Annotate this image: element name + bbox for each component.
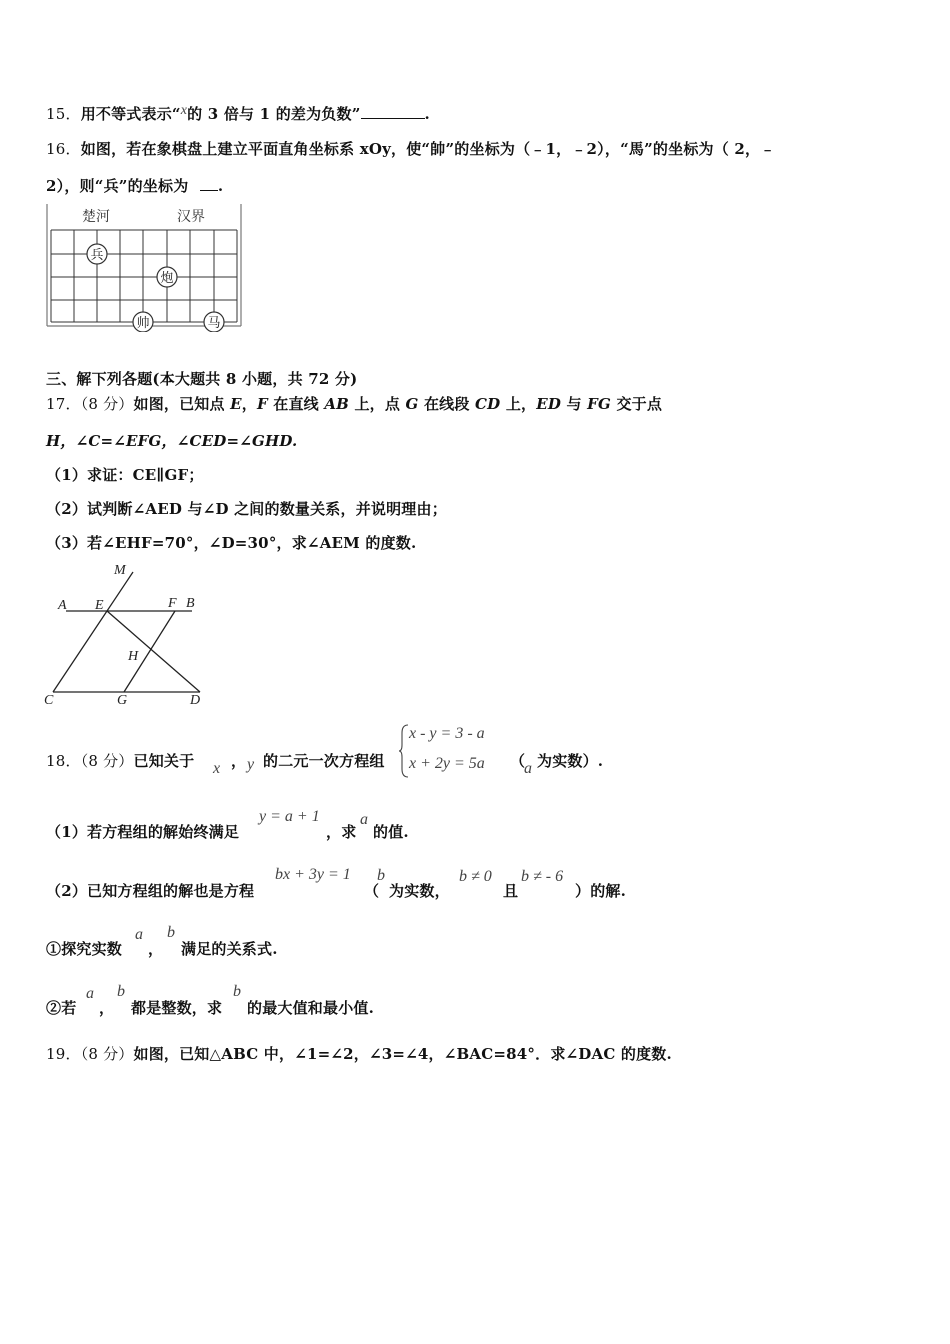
text: 交于点 [616, 395, 663, 413]
comma: ， [231, 752, 247, 770]
math-var-b: b [117, 983, 125, 1000]
text: 如图，已知点 [133, 395, 225, 413]
question-number: 17． [46, 395, 81, 413]
question-15 [46, 103, 430, 124]
question-text: 如图，已知△ABC 中，∠1=∠2，∠3=∠4，∠BAC=84°．求∠DAC 的度数. [133, 1045, 672, 1063]
math-var-x: x [180, 103, 188, 118]
question-17-line1 [46, 393, 662, 414]
equation-1: x - y = 3 - a [409, 725, 485, 742]
label-d: D [190, 693, 201, 708]
question-score: （8 分） [80, 752, 134, 770]
line-ed [107, 611, 200, 692]
question-text: 用不等式表示“ [80, 105, 181, 123]
math-var: G [405, 395, 419, 413]
sub-question-2: ②若 [46, 999, 77, 1017]
math-var-a: a [135, 926, 143, 943]
math-var-b: b [233, 983, 241, 1000]
label-c: C [44, 693, 54, 708]
period: . [424, 105, 430, 123]
text: ， [241, 395, 257, 413]
question-number: 18． [46, 752, 81, 770]
question-17-line2: H，∠C=∠EFG，∠CED=∠GHD. [46, 432, 298, 450]
label-m: M [114, 563, 126, 578]
chess-piece [204, 312, 224, 332]
condition: b ≠ - 6 [521, 868, 564, 885]
question-text: 如图，若在象棋盘上建立平面直角坐标系 xOy，使“帥”的坐标为（﹣1，﹣2），“馬”的坐标为（ 2，﹣ [80, 140, 776, 158]
question-score: （8 分） [80, 395, 134, 413]
math-var-y: y [247, 756, 255, 773]
text: ，求 [326, 823, 357, 841]
text: 上，点 [354, 395, 401, 413]
equation: y = a + 1 [259, 808, 320, 825]
river-label-left: 楚河 [82, 210, 110, 225]
label-f: F [168, 596, 177, 611]
question-number: 19． [46, 1045, 81, 1063]
text: 的二元一次方程组 [263, 752, 385, 770]
text: 上， [505, 395, 537, 413]
math-var: ED [536, 395, 562, 413]
question-18-part1-text: （1）若方程组的解始终满足 [46, 823, 240, 841]
text: 已知关于 [133, 752, 195, 770]
question-number: 15． [46, 105, 81, 123]
question-17-part3: （3）若∠EHF=70°，∠D=30°，求∠AEM 的度数. [46, 534, 417, 552]
question-18-line1 [46, 750, 194, 771]
text: 且 [503, 882, 519, 900]
river-label-right: 汉界 [177, 210, 205, 225]
answer-blank[interactable] [200, 190, 218, 191]
text: 在直线 [273, 395, 319, 413]
math-var-b: b [377, 867, 385, 884]
math-var-a: a [524, 760, 532, 777]
line-mc [53, 572, 133, 692]
board-grid [51, 230, 237, 322]
math-var-a: a [86, 985, 94, 1002]
label-g: G [117, 693, 128, 708]
period: . [217, 177, 224, 195]
math-var: CD [475, 395, 501, 413]
section-3-title: 三、解下列各题(本大题共 8 小题，共 72 分) [46, 370, 358, 388]
chess-board-figure [44, 204, 246, 332]
text: 为实数， [389, 882, 450, 900]
paren: （ [510, 752, 526, 770]
math-var-b: b [167, 924, 175, 941]
chess-piece [87, 244, 107, 264]
chess-piece-label: 马 [207, 315, 221, 330]
question-score: （8 分） [80, 1045, 134, 1063]
label-e: E [95, 598, 104, 613]
question-text: 2），则“兵”的坐标为 [46, 177, 189, 195]
comma: ， [148, 940, 164, 958]
text: 与 [566, 395, 582, 413]
question-17-part2: （2）试判断∠AED 与∠D 之间的数量关系，并说明理由； [46, 500, 447, 518]
equation: bx + 3y = 1 [275, 866, 351, 883]
answer-blank[interactable] [361, 118, 425, 119]
math-var: FG [587, 395, 612, 413]
text: ）的解. [575, 882, 627, 900]
text: 在线段 [423, 395, 470, 413]
chess-piece-label: 炮 [160, 270, 174, 285]
text: 的最大值和最小值. [247, 999, 375, 1017]
geometry-figure-17 [40, 557, 220, 709]
chess-piece-label: 兵 [90, 247, 104, 262]
chess-piece [133, 312, 153, 332]
math-var-x: x [213, 760, 221, 777]
math-var-a: a [360, 811, 368, 828]
text: 都是整数，求 [131, 999, 223, 1017]
question-16-line2 [46, 175, 223, 196]
label-a: A [58, 598, 67, 613]
comma: ， [99, 999, 115, 1017]
chess-piece [157, 267, 177, 287]
sub-question-1: ①探究实数 [46, 940, 123, 958]
text: 的值. [373, 823, 409, 841]
condition: b ≠ 0 [459, 868, 492, 885]
label-h: H [128, 649, 139, 664]
math-var: E [230, 395, 242, 413]
paren: （ [364, 882, 380, 900]
text: 为实数）. [537, 752, 604, 770]
chess-piece-label: 帅 [136, 315, 150, 330]
question-16-line1 [46, 138, 775, 159]
question-number: 16． [46, 140, 81, 158]
math-var: F [256, 395, 268, 413]
text: 满足的关系式. [181, 940, 278, 958]
question-17-part1: （1）求证：CE∥GF； [46, 466, 204, 484]
equation-2: x + 2y = 5a [409, 755, 485, 772]
question-19 [46, 1043, 672, 1064]
math-var: AB [324, 395, 350, 413]
label-b: B [186, 596, 195, 611]
question-18-part2-text: （2）已知方程组的解也是方程 [46, 882, 255, 900]
question-text: 的 3 倍与 1 的差为负数” [187, 105, 361, 123]
